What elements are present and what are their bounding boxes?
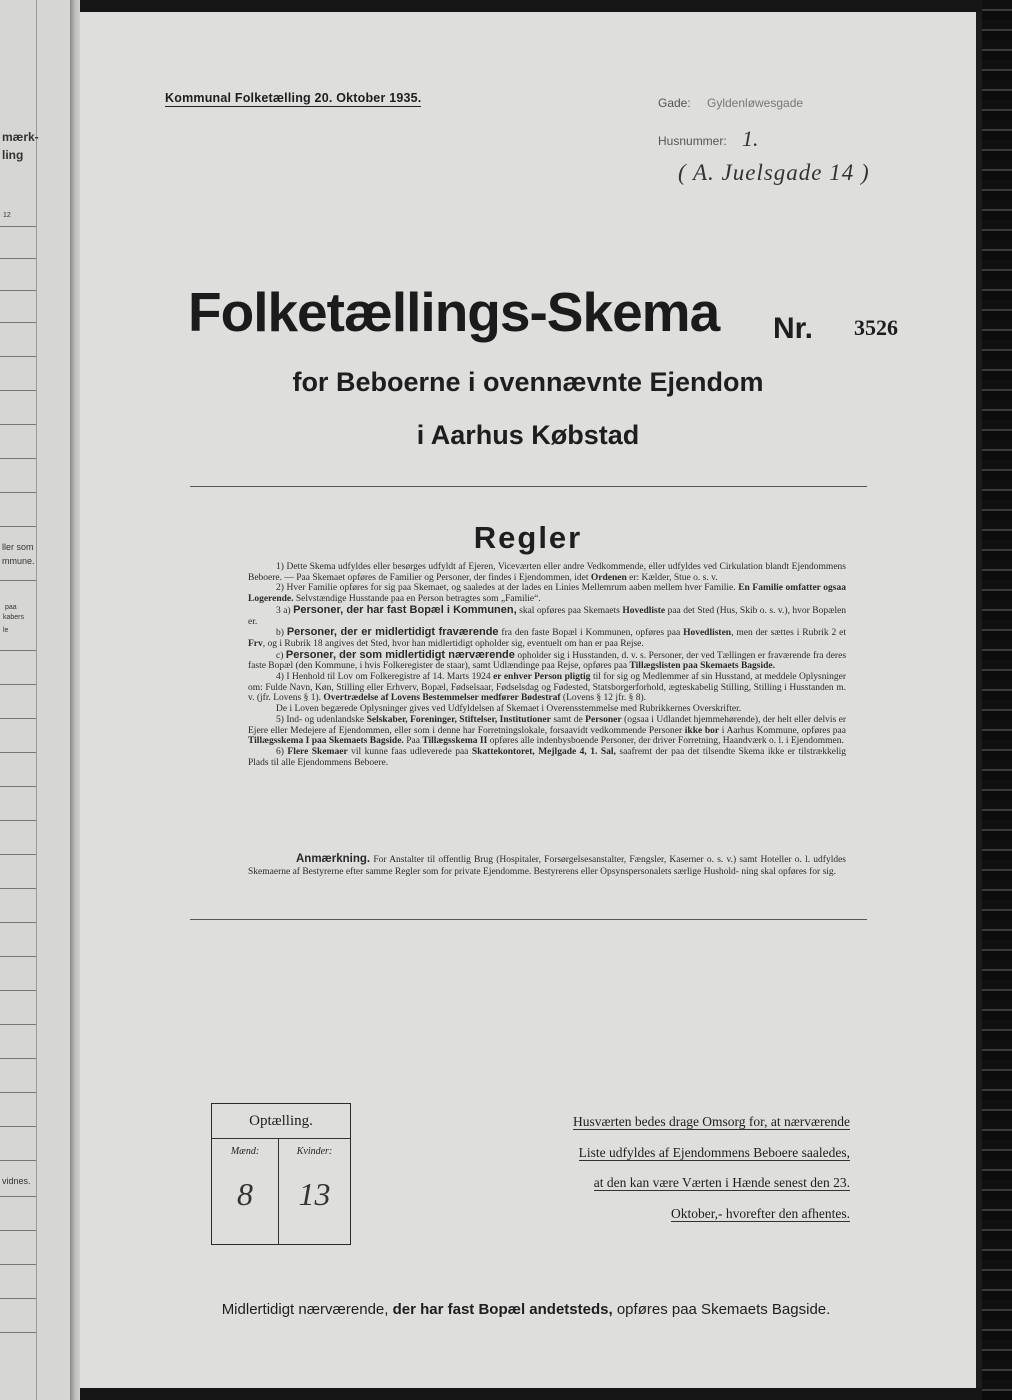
left-page-text: le bbox=[3, 627, 9, 634]
divider-rule bbox=[190, 919, 867, 920]
census-form-page bbox=[80, 12, 982, 1388]
rule-3c: c) Personer, der som midlertidigt nærværende opholder sig i Husstanden, d. v. s. Personer, der ved Tællingen er fraværende fra deres faste Bopæl (den Kommune, i hvis Folkeregister de staar), samt Udlændinge paa Rejse, opføres paa Tillægslisten paa Skemaets Bagside. bbox=[248, 648, 847, 672]
book-gutter bbox=[70, 0, 80, 1400]
rule-1: 1) Dette Skema udfyldes eller besørges udfyldt af Ejeren, Viceværten eller andre Vedkommende, eller udfyldes ved Cirkulation blandt Ejendommens Beboere. — Paa Skemaet opføres de Familier og Personer, der findes i Ejendommen, idet Ordenen er: Kælder, Stue o. s. v. bbox=[248, 562, 846, 583]
left-page-rule bbox=[0, 990, 36, 991]
rules-text bbox=[248, 562, 846, 768]
remark-text: For Anstalter til offentlig Brug (Hospitaler, Forsørgelsesanstalter, Fængsler, Kaserner o. s. v.) samt Hoteller o. l. udfyldes Skemaerne af Bestyrerne efter samme Regler som for private Ejendomme. Bestyrerens eller Opsynspersonalets særlige Hushold- ning skal opføres for sig. bbox=[248, 855, 847, 877]
left-page-rule bbox=[0, 1092, 36, 1093]
book-edge bbox=[982, 0, 1012, 1400]
rule-4-continued: De i Loven begærede Oplysninger gives ved Udfyldelsen af Skemaet i Overensstemmelse med Rubrikkernes Overskrifter. bbox=[276, 704, 742, 715]
left-page-rule bbox=[0, 526, 36, 527]
left-page-text: vidnes. bbox=[2, 1176, 31, 1186]
left-page-rule bbox=[0, 888, 36, 889]
men-count: 8 bbox=[237, 1176, 253, 1212]
form-title: Folketællings-Skema bbox=[188, 281, 720, 343]
rule-6: 6) Flere Skemaer vil kunne faas udleverede paa Skattekontoret, Mejlgade 4, 1. Sal, saafremt der paa det tilsendte Skema ikke er tilstrækkelig Plads til alle Ejendommens Beboere. bbox=[248, 746, 846, 768]
left-page-text: ller som bbox=[2, 542, 34, 552]
landlord-instructions bbox=[500, 1107, 850, 1230]
left-page-rule bbox=[0, 1196, 36, 1197]
rule-4: 4) I Henhold til Lov om Folkeregistre af 14. Marts 1924 er enhver Person pligtig til for sig og Medlemmer af sin Husstand, at meddele Oplysninger om: Fulde Navn, Køn, Stilling eller Erhverv, Bopæl, Fødselsaar, Fødselsdag og Fødested, Statsborgerforhold, ægteskabelig Stilling, Stilling i Husstanden m. v. (jfr. Lovens § 1). Overtrædelse af Lovens Bestemmelser medfører Bødestraf (Lovens § 12 jfr. § 8). bbox=[248, 672, 847, 704]
rule-3b: b) Personer, der er midlertidigt fraværende fra den faste Bopæl i Kommunen, opføres paa Hovedlisten, men der sættes i Rubrik 2 et Frv, og i Rubrik 18 angives det Sted, hvor han midlertidigt opholder sig, eventuelt om han er paa Rejse. bbox=[248, 626, 847, 649]
left-page-rule bbox=[0, 322, 36, 323]
left-page-rule bbox=[0, 752, 36, 753]
left-page-rule bbox=[0, 458, 36, 459]
rules-heading: Regler bbox=[473, 520, 583, 555]
left-page-rule bbox=[0, 258, 36, 259]
footer-note: Midlertidigt nærværende, der har fast Bopæl andetsteds, opføres paa Skemaets Bagside. bbox=[221, 1301, 831, 1318]
count-box-divider bbox=[212, 1138, 350, 1139]
left-page-rule bbox=[0, 854, 36, 855]
divider-rule bbox=[190, 486, 867, 487]
instruction-line: at den kan være Værten i Hænde senest den 23. bbox=[593, 1175, 850, 1191]
rule-2: 2) Hver Familie opføres for sig paa Skemaet, og saaledes at der lades en Linies Mellemrum aaben mellem hver Familie. En Familie omfatter ogsaa Logerende. Selvstændige Husstande paa en Person betragtes som „Familie“. bbox=[248, 583, 846, 605]
count-box bbox=[211, 1103, 351, 1245]
left-page-rule bbox=[0, 820, 36, 821]
form-subtitle-city: i Aarhus Købstad bbox=[416, 420, 640, 450]
rule-5: 5) Ind- og udenlandske Selskaber, Foreninger, Stiftelser, Institutioner samt de Personer (ogsaa i Udlandet hjemmehørende), der helt eller delvis er Ejere eller Medejere af Ejendommen, eller som i denne har Forretningslokale, forsaavidt vedkommende Personer ikke bor i Aarhus Kommune, opføres paa Tillægsskema I paa Skemaets Bagside. Paa Tillægsskema II opføres alle indenbysboende Personer, der driver Forretning, Haandværk o. l. i Ejendommen. bbox=[248, 714, 847, 747]
left-page-rule bbox=[0, 492, 36, 493]
left-page-rule bbox=[0, 922, 36, 923]
handwritten-address-note: ( A. Juelsgade 14 ) bbox=[678, 160, 870, 185]
women-count: 13 bbox=[298, 1176, 331, 1212]
left-page-text: paa bbox=[5, 604, 17, 611]
left-page-rule bbox=[0, 1126, 36, 1127]
left-page-rule bbox=[0, 1264, 36, 1265]
left-page-rule bbox=[0, 684, 36, 685]
form-number-value: 3526 bbox=[854, 315, 898, 340]
instruction-line: Oktober,- hvorefter den afhentes. bbox=[670, 1206, 850, 1222]
left-page-text: kabers bbox=[3, 614, 25, 621]
house-number-value: 1. bbox=[742, 126, 759, 151]
instruction-line: Husværten bedes drage Omsorg for, at nærværende bbox=[572, 1114, 850, 1129]
left-page-text: ling bbox=[2, 148, 24, 162]
left-page-rule bbox=[0, 956, 36, 957]
count-box-title: Optælling. bbox=[249, 1113, 313, 1129]
left-page-rule bbox=[0, 424, 36, 425]
street-value: Gyldenløwesgade bbox=[707, 96, 804, 110]
house-number-label: Husnummer: bbox=[658, 134, 727, 148]
left-page-text: 12 bbox=[3, 212, 11, 219]
remark-heading: Anmærkning. bbox=[296, 853, 371, 865]
left-page-rule bbox=[0, 1332, 36, 1333]
census-header: Kommunal Folketælling 20. Oktober 1935. bbox=[165, 91, 422, 105]
instruction-line: Liste udfyldes af Ejendommens Beboere saaledes, bbox=[578, 1144, 850, 1160]
left-page-rule bbox=[0, 390, 36, 391]
left-page-fragment bbox=[0, 0, 70, 1400]
street-label: Gade: bbox=[658, 96, 691, 110]
left-page-rule bbox=[0, 226, 36, 227]
left-page-rule bbox=[0, 290, 36, 291]
left-page-rule bbox=[0, 1298, 36, 1299]
left-page-rule bbox=[0, 786, 36, 787]
left-page-rule bbox=[0, 1160, 36, 1161]
left-page-rule bbox=[0, 650, 36, 651]
left-page-rule bbox=[0, 1230, 36, 1231]
left-page-text: mærk- bbox=[2, 130, 39, 144]
left-page-rule bbox=[0, 1024, 36, 1025]
left-page-rule bbox=[0, 580, 36, 581]
form-subtitle: for Beboerne i ovennævnte Ejendom bbox=[292, 367, 764, 397]
remark-note bbox=[248, 854, 846, 878]
rule-3a: 3 a) Personer, der har fast Bopæl i Kommunen, skal opføres paa Skemaets Hovedliste paa det Sted (Hus, Skib o. s. v.), hvor Bopælen er. bbox=[248, 603, 847, 627]
men-label: Mænd: bbox=[230, 1146, 260, 1157]
left-page-rule bbox=[0, 1058, 36, 1059]
left-page-column-line bbox=[36, 0, 37, 1400]
left-page-text: mmune. bbox=[2, 556, 35, 566]
left-page-rule bbox=[0, 356, 36, 357]
women-label: Kvinder: bbox=[296, 1146, 333, 1157]
left-page-rule bbox=[0, 718, 36, 719]
form-number-label: Nr. bbox=[773, 312, 814, 345]
